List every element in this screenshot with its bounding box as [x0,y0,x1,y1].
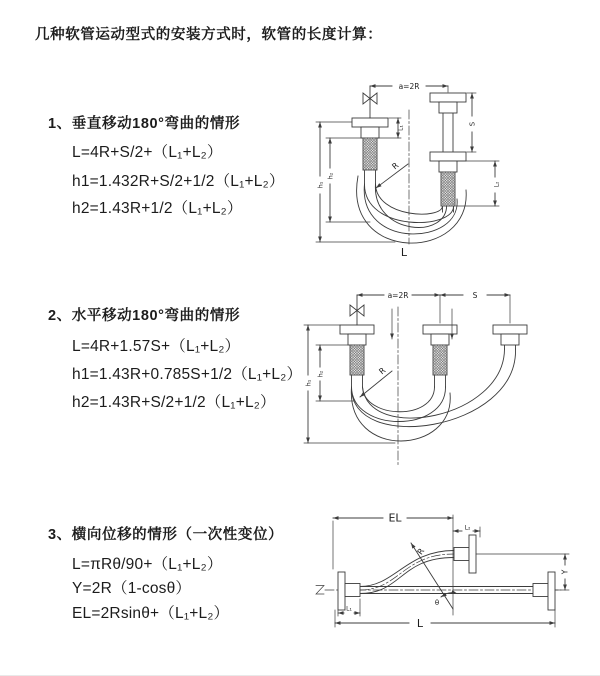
flange-left [352,118,388,170]
theta-label: θ [434,599,440,607]
dimension-h2 [316,345,354,401]
dim-label-l2: L₂ [493,181,501,188]
diagram-vertical-bend [300,72,545,264]
dim-label-y: Y [560,569,570,575]
section-2-heading: 2、水平移动180°弯曲的情形 [48,308,241,324]
formula-s1-h2: h2=1.43R+1/2（L₁+L₂） [72,200,243,217]
flange-right-lower [430,152,466,206]
flange-top-right [454,535,476,573]
dim-label-l1: L₁ [346,605,352,613]
valve-icon [350,295,364,325]
dimension-l [335,610,555,630]
dimension-l2 [456,161,501,206]
section-3-heading: 3、横向位移的情形（一次性变位） [48,527,284,543]
pipe-right [443,113,453,151]
dim-label-h2: h₂ [316,370,325,378]
flange-right [533,572,555,610]
flange-right-upper [430,93,466,113]
braided-hose [350,345,364,375]
radius-label: R [377,365,388,377]
hose-s-curve [360,551,454,594]
flange-left [338,572,360,610]
formula-s3-y: Y=2R（1-cosθ） [72,580,192,597]
dim-label-a2r: a=2R [398,81,420,91]
centerline-break-mark [316,586,324,595]
dimension-a2r [370,82,448,92]
dim-label-a2r: a=2R [387,290,409,300]
radius-label: R [415,546,427,557]
formula-s1-h1: h1=1.432R+S/2+1/2（L₁+L₂） [72,173,285,190]
dim-label-s: S [472,290,478,300]
dimension-s [467,93,477,152]
section-1-heading: 1、垂直移动180°弯曲的情形 [48,116,241,132]
radius-label: R [390,160,401,172]
radius-leader [376,161,408,188]
dim-label-l1: L₁ [397,125,405,131]
formula-s1-length: L=4R+S/2+（L₁+L₂） [72,144,223,161]
dim-label-h1: h₁ [304,379,313,387]
diagram-lateral-displacement [303,503,595,638]
dim-label-h1: h₁ [316,181,325,189]
formula-s2-h2: h2=1.43R+S/2+1/2（L₁+L₂） [72,394,276,411]
valve-icon [363,86,377,118]
flange-right [493,325,527,345]
dim-label-l2: L₂ [464,524,471,532]
dim-label-l: L [416,616,424,630]
dim-label-s: S [468,121,477,127]
dim-label-el: EL [388,511,402,525]
formula-s3-length: L=πRθ/90+（L₁+L₂） [72,556,223,573]
page-title: 几种软管运动型式的安装方式时，软管的长度计算： [35,27,383,43]
diagram-horizontal-bend [300,283,562,475]
dim-label-h2: h₂ [326,172,335,180]
dimension-el [333,512,453,570]
dimension-y [476,554,570,590]
dimension-h1 [316,122,395,242]
braided-hose [433,345,447,375]
formula-s2-length: L=4R+1.57S+（L₁+L₂） [72,338,241,355]
flange-left [340,325,374,375]
length-label: L [400,246,408,259]
dimension-a2r [357,291,440,323]
formula-s2-h1: h1=1.43R+0.785S+1/2（L₁+L₂） [72,366,303,383]
dimension-s [440,291,510,323]
formula-s3-el: EL=2Rsinθ+（L₁+L₂） [72,605,230,622]
radius-leader [360,366,392,397]
